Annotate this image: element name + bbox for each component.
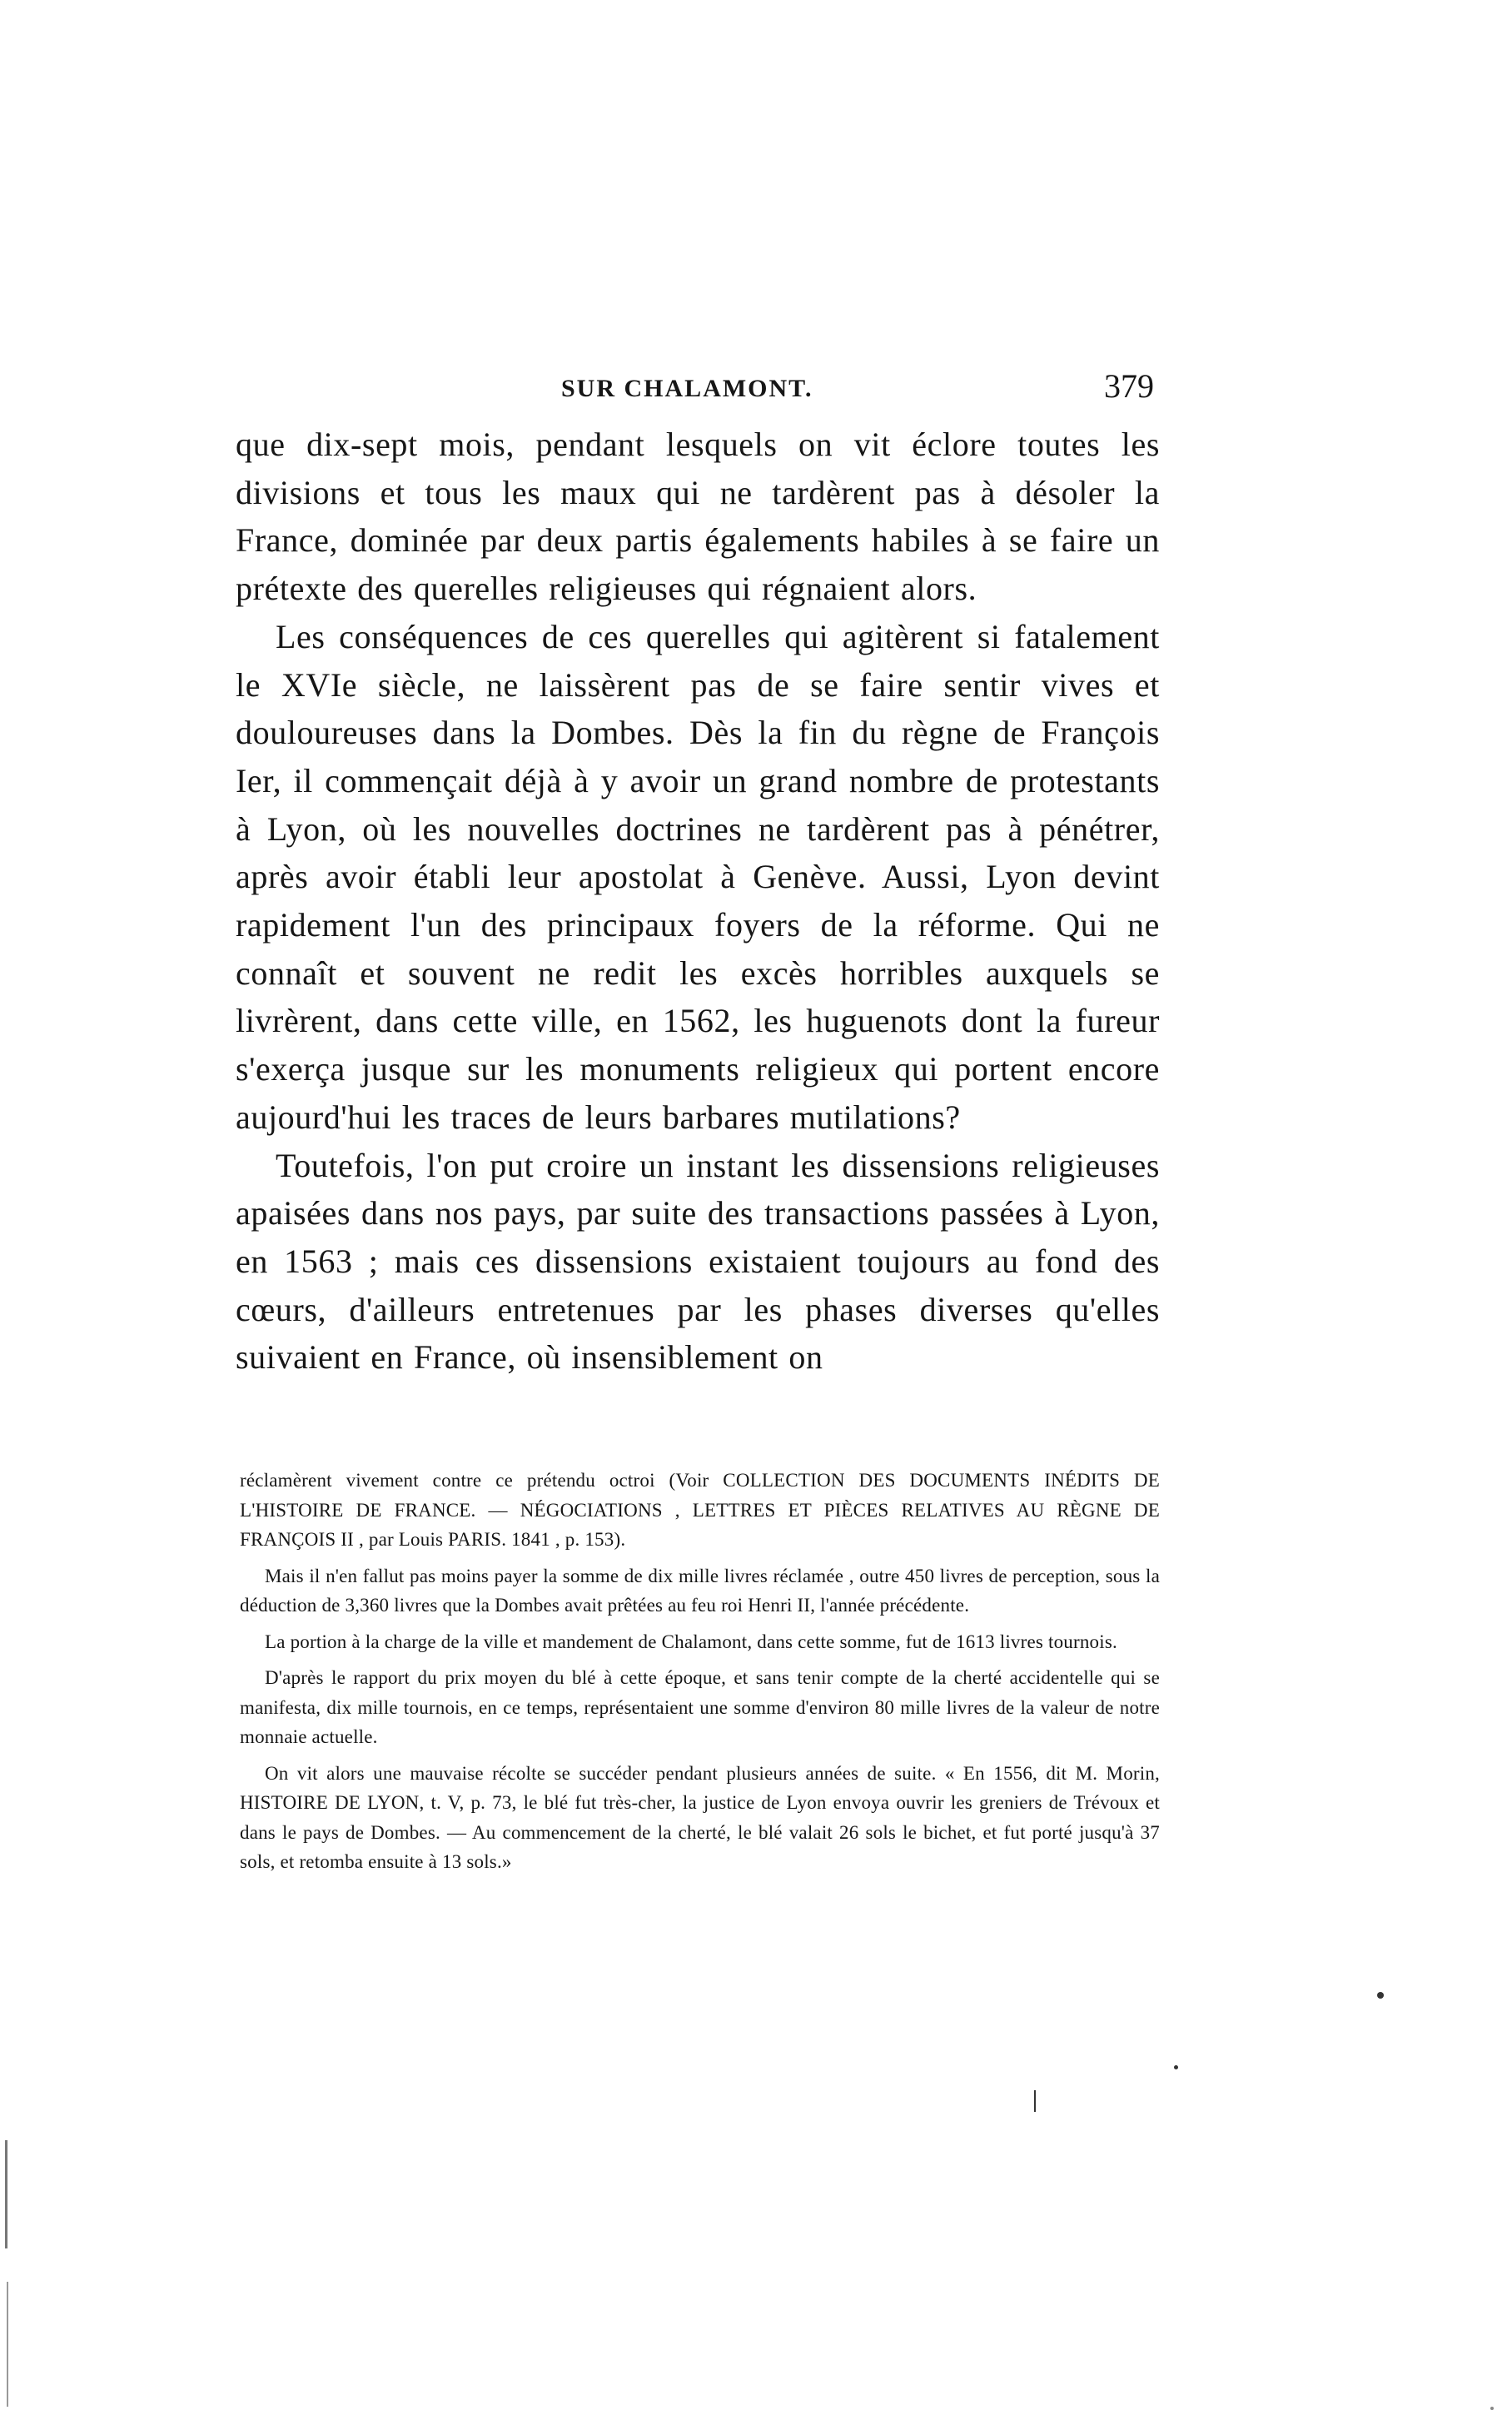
main-text (236, 421, 1160, 1382)
footnote: réclamèrent vivement contre ce prétendu octroi (Voir COLLECTION DES DOCUMENTS INÉDITS DE L'HISTOIRE DE FRANCE. — NÉGOCIATIONS , LETTRES ET PIÈCES RELATIVES AU RÈGNE DE FRANÇOIS II , par Louis PARIS. 1841 , p. 153). (240, 1470, 1160, 1550)
scan-line (7, 2282, 8, 2407)
scan-line (5, 2140, 7, 2248)
paragraph: Toutefois, l'on put croire un instant les dissensions religieuses apaisées dans nos pays, par suite des transactions passées à Lyon, en 1563 ; mais ces dissensions existaient toujours au fond des cœurs, d'ailleurs entretenues par les phases diverses qu'elles suivaient en France, où insensiblement on (236, 1146, 1160, 1377)
footnotes (240, 1466, 1160, 1884)
footnote: D'après le rapport du prix moyen du blé à cette époque, et sans tenir compte de la cherté accidentelle qui se manifesta, dix mille tournois, en ce temps, représentaient une somme d'environ 80 mille livres de la valeur de notre monnaie actuelle. (240, 1667, 1160, 1747)
page-number: 379 (1104, 367, 1154, 405)
scan-dot (1174, 2065, 1178, 2069)
footnote: La portion à la charge de la ville et mandement de Chalamont, dans cette somme, fut de 1613 livres tournois. (265, 1631, 1117, 1652)
footnote: On vit alors une mauvaise récolte se succéder pendant plusieurs années de suite. « En 1556, dit M. Morin, HISTOIRE DE LYON, t. V, p. 73, le blé fut très-cher, la justice de Lyon envoya ouvrir les greniers de Trévoux et dans le pays de Dombes. — Au commencement de la cherté, le blé valait 26 sols le bichet, et fut porté jusqu'à 37 sols, et retomba ensuite à 13 sols.» (240, 1762, 1160, 1872)
scan-dot (1377, 1992, 1384, 1999)
paragraph: Les conséquences de ces querelles qui agitèrent si fatalement le XVIe siècle, ne laissèrent pas de se faire sentir vives et douloureuses dans la Dombes. Dès la fin du règne de François Ier, il commençait déjà à y avoir un grand nombre de protestants à Lyon, où les nouvelles doctrines ne tardèrent pas à pénétrer, après avoir établi leur apostolat à Genève. Aussi, Lyon devint rapidement l'un des principaux foyers de la réforme. Qui ne connaît et souvent ne redit les excès horribles auxquels se livrèrent, dans cette ville, en 1562, les huguenots dont la fureur s'exerça jusque sur les monuments religieux qui portent encore aujourd'hui les traces de leurs barbares mutilations? (236, 617, 1160, 1136)
running-title: SUR CHALAMONT. (561, 375, 813, 402)
page-header (238, 366, 1154, 416)
paragraph-continued: que dix-sept mois, pendant lesquels on vit éclore toutes les divisions et tous les maux qui ne tardèrent pas à désoler la France, dominée par deux partis égalements habiles à se faire un prétexte des querelles religieuses qui régnaient alors. (236, 426, 1160, 608)
scan-mark (1034, 2090, 1036, 2112)
footnote: Mais il n'en fallut pas moins payer la somme de dix mille livres réclamée , outre 450 livres de perception, sous la déduction de 3,360 livres que la Dombes avait prêtées au feu roi Henri II, l'année précédente. (240, 1565, 1160, 1616)
scan-dot (1490, 2407, 1494, 2410)
